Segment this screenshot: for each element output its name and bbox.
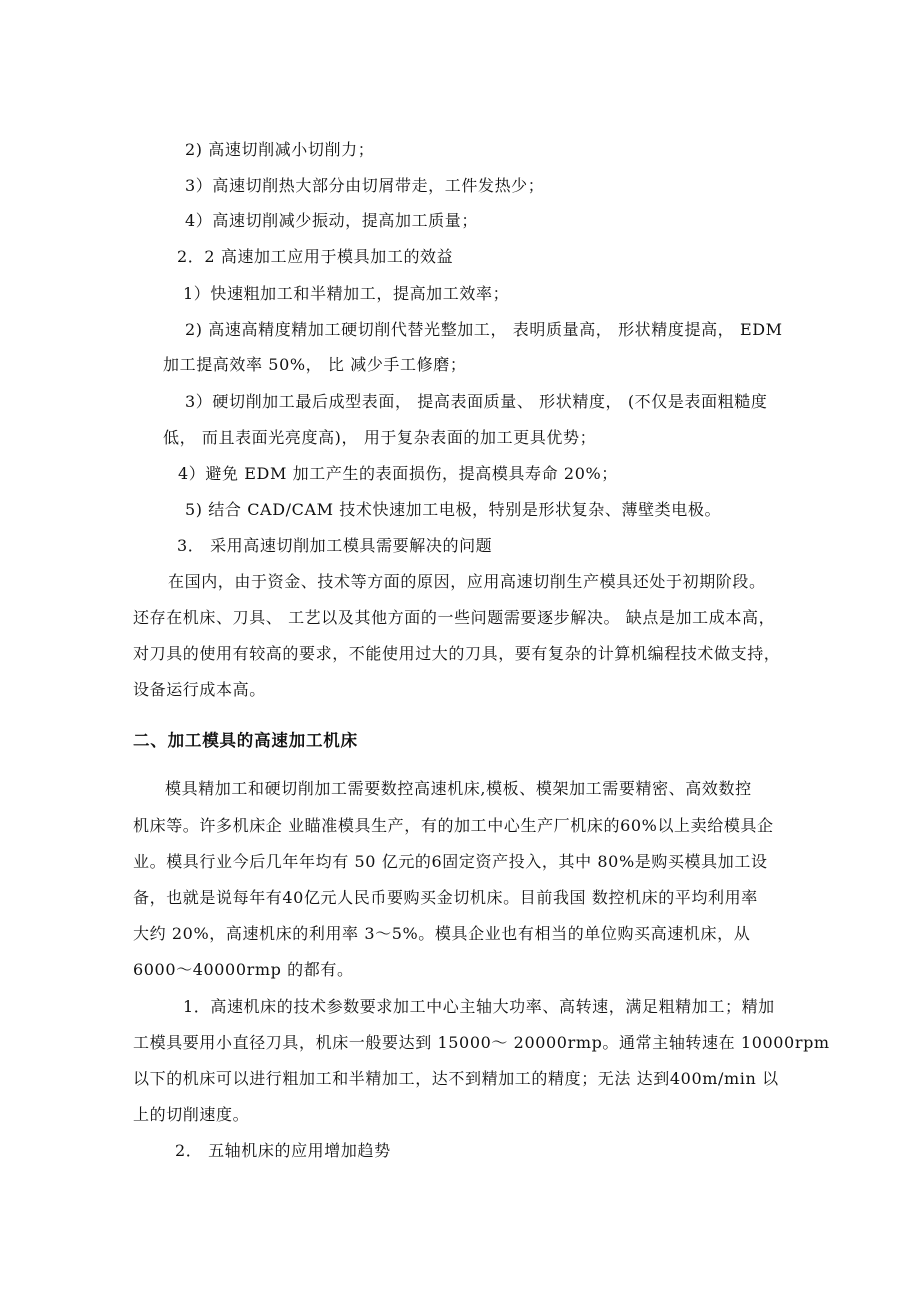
paragraph-line: 加工提高效率 50%， 比 减少手工修磨； <box>163 355 467 374</box>
paragraph-line: 业。模具行业今后几年年均有 50 亿元的6固定资产投入，其中 80%是购买模具加工设 <box>133 852 768 871</box>
paragraph-line: 模具精加工和硬切削加工需要数控高速机床,模板、模架加工需要精密、高效数控 <box>165 779 752 798</box>
list-item-cutting-heat: 3）高速切削热大部分由切屑带走，工件发热少； <box>185 176 545 195</box>
paragraph-line: 还存在机床、刀具、 工艺以及其他方面的一些问题需要逐步解决。 缺点是加工成本高， <box>133 608 776 627</box>
section-heading-2-2: 2．2 高速加工应用于模具加工的效益 <box>177 247 454 266</box>
paragraph-line: 在国内，由于资金、技术等方面的原因，应用高速切削生产模具还处于初期阶段。 <box>168 572 766 591</box>
paragraph-line: 低， 而且表面光亮度高)， 用于复杂表面的加工更具优势； <box>163 428 597 447</box>
section-heading-3: 3． 采用高速切削加工模具需要解决的问题 <box>177 536 493 555</box>
list-item-cutting-force: 2) 高速切削减小切削力； <box>185 140 375 159</box>
paragraph-line: 上的切削速度。 <box>133 1105 250 1124</box>
paragraph-line: 备，也就是说每年有40亿元人民币要购买金切机床。目前我国 数控机床的平均利用率 <box>133 888 758 907</box>
paragraph-line: 工模具要用小直径刀具，机床一般要达到 15000～ 20000rmp。通常主轴转速在 10000rpm <box>133 1033 830 1052</box>
list-item-rough-machining: 1）快速粗加工和半精加工，提高加工效率； <box>183 284 510 303</box>
chapter-heading: 二、加工模具的高速加工机床 <box>133 731 358 750</box>
paragraph-line: 设备运行成本高。 <box>133 680 266 699</box>
paragraph-line: 大约 20%，高速机床的利用率 3～5%。模具企业也有相当的单位购买高速机床，从 <box>133 924 751 943</box>
paragraph-line: 以下的机床可以进行粗加工和半精加工，达不到精加工的精度；无法 达到400m/min 以 <box>133 1069 779 1088</box>
list-item-edm-damage: 4）避免 EDM 加工产生的表面损伤，提高模具寿命 20%； <box>178 464 618 483</box>
paragraph-line: 对刀具的使用有较高的要求，不能使用过大的刀具，要有复杂的计算机编程技术做支持， <box>133 644 781 663</box>
paragraph-line: 6000～40000rmp 的都有。 <box>133 960 354 979</box>
paragraph-line: 3）硬切削加工最后成型表面， 提高表面质量、 形状精度， (不仅是表面粗糙度 <box>185 392 768 411</box>
paragraph-line: 1．高速机床的技术参数要求加工中心主轴大功率、高转速，满足粗精加工；精加 <box>183 997 775 1016</box>
list-item-cad-cam: 5) 结合 CAD/CAM 技术快速加工电极，特别是形状复杂、薄壁类电极。 <box>185 500 722 519</box>
paragraph-line: 2) 高速高精度精加工硬切削代替光整加工， 表明质量高， 形状精度提高， EDM <box>185 320 783 339</box>
paragraph-line: 机床等。许多机床企 业瞄准模具生产，有的加工中心生产厂机床的60%以上卖给模具企 <box>133 816 774 835</box>
list-item-vibration: 4）高速切削减少振动，提高加工质量； <box>185 211 478 230</box>
section-heading-five-axis: 2． 五轴机床的应用增加趋势 <box>175 1141 391 1160</box>
